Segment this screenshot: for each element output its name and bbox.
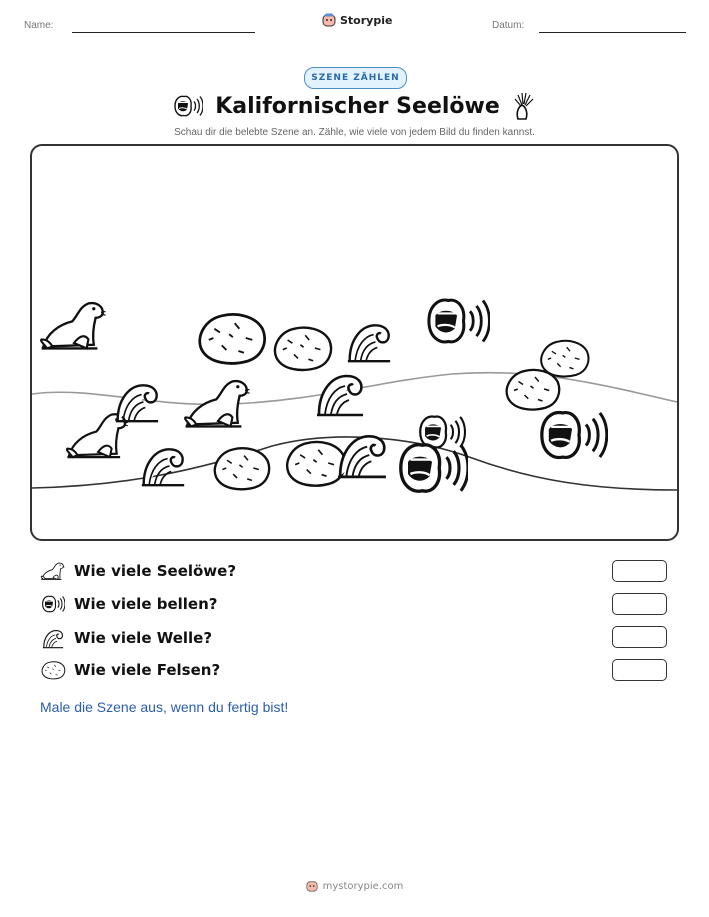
wave — [317, 376, 363, 415]
rock — [275, 328, 331, 370]
sea-anemone-icon — [512, 91, 536, 121]
footer — [0, 880, 709, 892]
question-label: Wie viele Seelöwe? — [74, 562, 237, 580]
barking-mouth — [429, 300, 489, 342]
question-label: Wie viele Felsen? — [74, 661, 221, 679]
instructions: Schau dir die belebte Szene an. Zähle, wie viele von jedem Bild du finden kannst. — [174, 127, 535, 138]
rock — [507, 370, 560, 410]
answer-box-sea-lions[interactable] — [612, 560, 667, 582]
wave — [338, 436, 386, 477]
coloring-note: Male die Szene aus, wenn du fertig bist! — [40, 699, 289, 715]
rock — [287, 442, 345, 486]
page-title: Kalifornischer Seelöwe — [215, 93, 500, 119]
wave-icon — [40, 627, 66, 649]
question-rocks — [40, 660, 220, 680]
answer-box-waves[interactable] — [612, 626, 667, 648]
counting-scene — [30, 144, 679, 541]
scene-illustration — [32, 146, 677, 539]
barking-mouth — [420, 417, 465, 448]
rock — [215, 448, 269, 489]
question-barking — [40, 594, 217, 614]
name-field[interactable] — [72, 32, 255, 33]
sea-lion-icon — [40, 561, 66, 581]
wave — [116, 385, 158, 421]
question-label: Wie viele Welle? — [74, 629, 213, 647]
rock-icon — [40, 660, 66, 680]
barking-mouth-icon — [173, 93, 203, 119]
brand-logo — [322, 13, 392, 27]
answer-box-rocks[interactable] — [612, 659, 667, 681]
wave — [348, 325, 390, 361]
activity-badge: SZENE ZÄHLEN — [304, 67, 407, 89]
barking-mouth — [542, 413, 607, 458]
question-sea-lions — [40, 561, 236, 581]
footer-url[interactable]: mystorypie.com — [322, 880, 404, 892]
sea-lion — [41, 303, 105, 348]
name-label: Name: — [24, 20, 54, 31]
brand-name: Storypie — [340, 13, 393, 27]
wave — [142, 449, 184, 485]
answer-box-barking[interactable] — [612, 593, 667, 615]
storypie-mascot-icon — [322, 13, 336, 27]
storypie-mascot-icon — [306, 880, 318, 892]
rock — [200, 314, 265, 363]
barking-mouth-icon — [40, 594, 66, 614]
barking-mouth — [401, 445, 468, 491]
title-row — [0, 91, 709, 121]
date-label: Datum: — [492, 20, 525, 31]
date-field[interactable] — [539, 32, 686, 33]
question-label: Wie viele bellen? — [74, 595, 218, 613]
question-waves — [40, 627, 212, 649]
rock — [541, 341, 588, 377]
